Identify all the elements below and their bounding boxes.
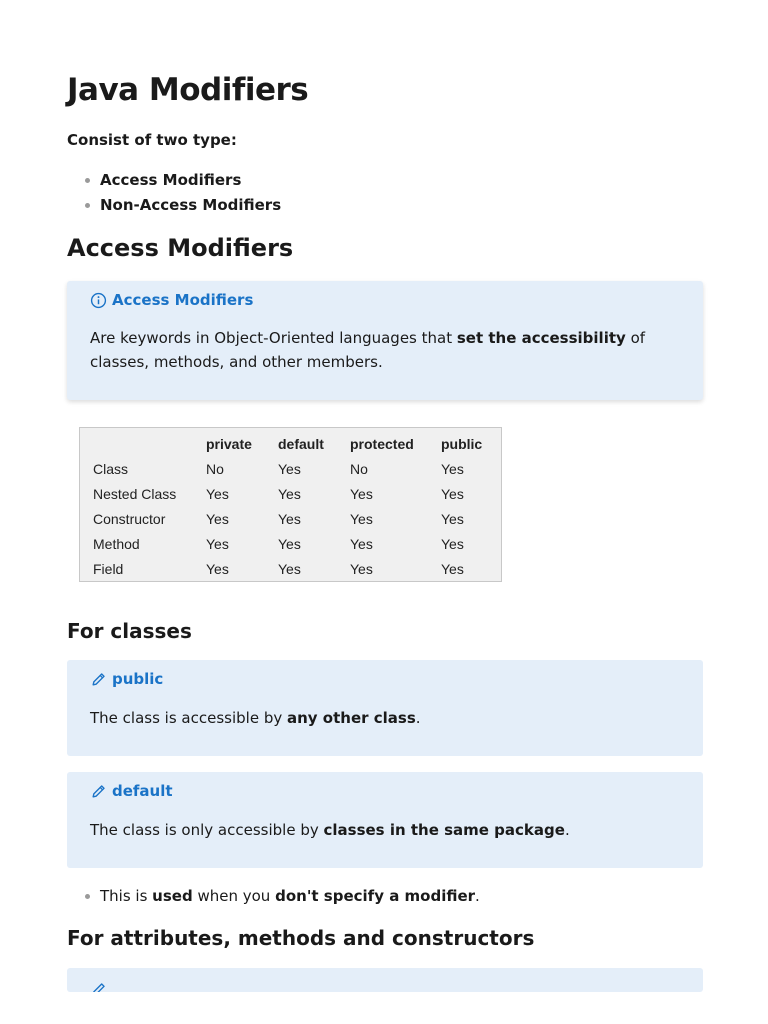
callout-body: Are keywords in Object-Oriented languages that set the accessibility of classes, methods, and other members. (90, 329, 646, 371)
list-item: Non-Access Modifiers (67, 196, 281, 221)
default-callout (67, 772, 703, 868)
table-row: Nested Class Yes Yes Yes Yes (93, 485, 464, 502)
info-icon (90, 292, 107, 309)
pencil-icon (90, 671, 107, 688)
column-header: protected (350, 435, 414, 452)
list-item: Access Modifiers (67, 171, 281, 196)
access-modifiers-callout (67, 281, 703, 400)
column-header: private (206, 435, 252, 452)
table-row: Method Yes Yes Yes Yes (93, 535, 464, 552)
column-header: public (441, 435, 483, 452)
callout-body: The class is accessible by any other class. (90, 709, 421, 727)
table-row: Class No Yes No Yes (93, 460, 464, 477)
pencil-icon (90, 981, 107, 992)
column-header: default (278, 435, 324, 452)
section-heading-for-classes: For classes (67, 619, 192, 643)
callout-body: The class is only accessible by classes in the same package. (90, 821, 570, 839)
callout-title: public (112, 670, 164, 688)
table-header-row (80, 428, 502, 457)
callout-title: default (112, 782, 173, 800)
table-row: Field Yes Yes Yes Yes (93, 560, 464, 577)
section-heading-members: For attributes, methods and constructors (67, 926, 535, 950)
table-row: Constructor Yes Yes Yes Yes (93, 510, 464, 527)
page-title: Java Modifiers (67, 72, 309, 108)
list-item: This is used when you don't specify a modifier. (67, 887, 480, 912)
access-modifiers-table (79, 427, 502, 582)
callout-title: Access Modifiers (112, 291, 254, 309)
public-callout (67, 660, 703, 756)
default-note-list (67, 887, 480, 912)
modifier-types-list (67, 171, 281, 221)
pencil-icon (90, 783, 107, 800)
section-heading-access-modifiers: Access Modifiers (67, 234, 294, 262)
intro-text: Consist of two type: (67, 131, 237, 149)
members-callout (67, 968, 703, 992)
